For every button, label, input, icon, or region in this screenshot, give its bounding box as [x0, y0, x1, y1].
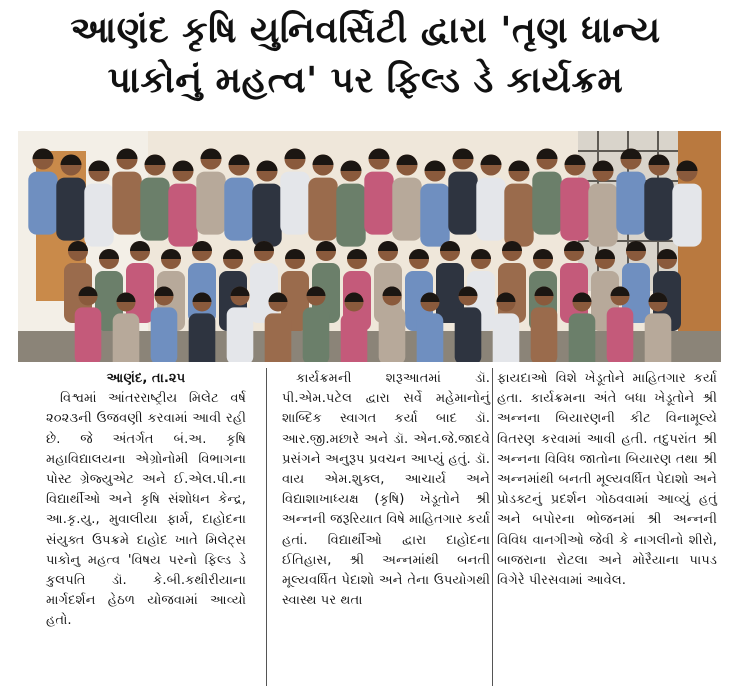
dateline: આણંદ, તા.૨૫ [106, 371, 186, 386]
group-photo-icon [18, 131, 721, 362]
headline-line-2: પાકોનું મહત્વ' પર ફિલ્ડ ડે કાર્યક્રમ [107, 60, 624, 101]
article-paragraph-2: કાર્યક્રમની શરૂઆતમાં ડૉ. પી.એમ.પટેલ દ્વારા સર્વે મહેમાનોનું શાબ્દિક સ્વાગત કર્યા બાદ ડૉ. આર.જી.મછારે અને ડૉ. એન.જે.જાદવે પ્રસંગને અનુરૂપ પ્રવચન આપ્યું હતું. ડૉ. વાય એમ.શુક્લ, આચાર્ય અને વિદ્યાશાખાધ્યક્ષ (કૃષિ) ખેડૂતોને શ્રી અન્નની જરૂરિયાત વિષે માહિતગાર કર્યા હતાં. વિદ્યાર્થીઓ દ્વારા દાહોદના ઈતિહાસ, શ્રી અન્નમાંથી બનતી મૂલ્યવર્ધિત પેદાશો અને તેના ઉપયોગથી સ્વાસ્થ પર થતા [282, 371, 490, 609]
headline [0, 6, 731, 106]
article-paragraph-3: ફાયદાઓ વિશે ખેડૂતોને માહિતગાર કર્યા હતા. કાર્યક્રમના અંતે બધા ખેડૂતોને શ્રી અન્નના બિયારણની કીટ વિનામૂલ્યે વિતરણ કરવામાં આવી હતી. તદુપરાંત શ્રી અન્નના વિવિધ જાતોના બિયારણ તથા શ્રી અન્નમાંથી બનતી મૂલ્યવર્ધિત પેદાશો અને પ્રોડક્ટનું પ્રદર્શન ગોઠવવામાં આવ્યું હતું અને બપોરના ભોજનમાં શ્રી અન્નની વિવિધ વાનગીઓ જેવી કે નાગલીનો શીરો, બાજરાના રોટલા અને મોરૈયાના પાપડ વિગેરે પીરસવામાં આવેલ. [497, 371, 717, 589]
column-divider [492, 368, 493, 686]
article-column-3 [497, 369, 717, 697]
column-divider [266, 368, 267, 686]
article-column-1 [46, 369, 246, 697]
headline-line-1: આણંદ કૃષિ યુનિવર્સિટી દ્વારા 'તૃણ ધાન્ય [70, 10, 661, 51]
article-column-2 [282, 369, 490, 697]
group-photo [18, 131, 721, 362]
article-paragraph-1: વિશ્વમાં આંતરરાષ્ટ્રીય મિલેટ વર્ષ ૨૦૨૩ની ઉજવણી કરવામાં આવી રહી છે. જે અંતર્ગત બં.અ. કૃષિ મહાવિદ્યાલયના એગ્રોનોમી વિભાગના પોસ્ટ ગ્રેજ્યુએટ અને ઈ.એલ.પી.ના વિદ્યાર્થીઓ અને કૃષિ સંશોધન કેન્દ્ર, આ.કૃ.યુ., મુવાલીયા ફાર્મ, દાહોદના સંયુક્ત ઉપક્રમે દાહોદ ખાતે મિલેટ્સ પાકોનુ મહત્વ 'વિષય પરનો ફિલ્ડ ડે કુલપતિ ડૉ. કે.બી.કથીરીયાના માર્ગદર્શન હેઠળ યોજવામાં આવ્યો હતો. [46, 391, 246, 629]
